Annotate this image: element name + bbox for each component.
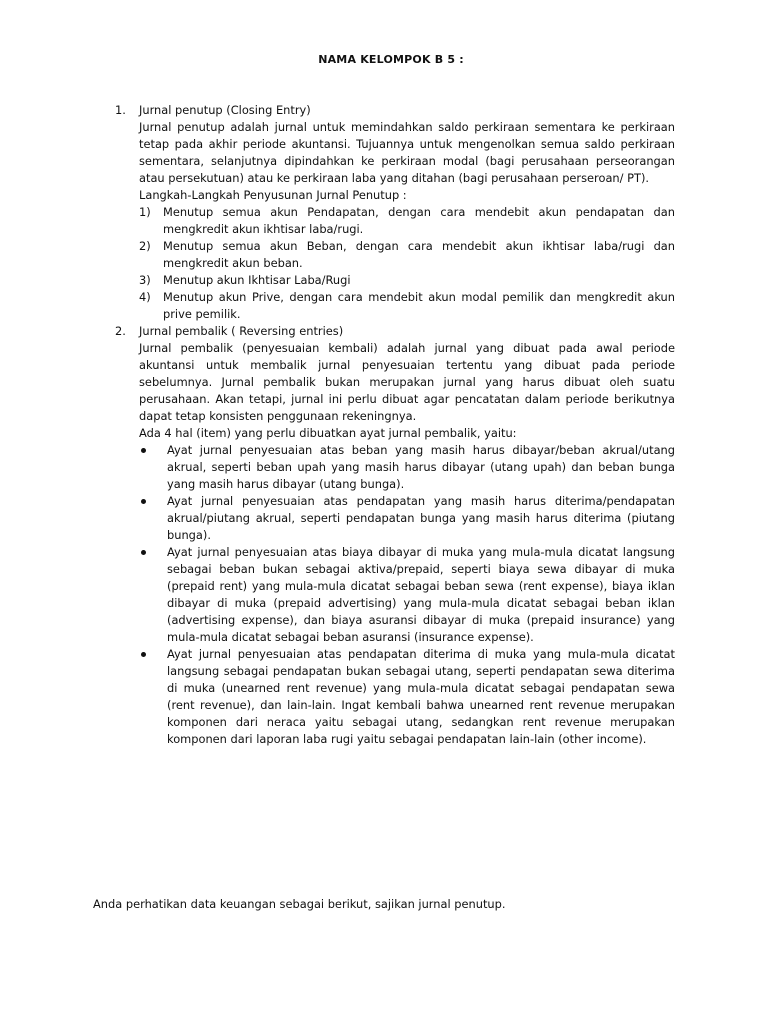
- bullets-intro: Ada 4 hal (item) yang perlu dibuatkan ayat jurnal pembalik, yaitu:: [139, 426, 517, 440]
- step-text: Menutup semua akun Beban, dengan cara mendebit akun ikhtisar laba/rugi dan mengkredit akun beban.: [163, 239, 675, 270]
- step-text: Menutup akun Prive, dengan cara mendebit akun modal pemilik dan mengkredit akun prive pemilik.: [163, 290, 675, 321]
- bullet-icon: [141, 550, 146, 555]
- footer-instruction: Anda perhatikan data keuangan sebagai berikut, sajikan jurnal penutup.: [93, 897, 506, 911]
- document-body: [115, 102, 675, 748]
- step-text: Menutup akun Ikhtisar Laba/Rugi: [163, 273, 351, 287]
- step-number: 2): [139, 239, 151, 253]
- bullet-icon: [141, 448, 146, 453]
- bullet-item: [139, 442, 675, 493]
- bullet-icon: [141, 652, 146, 657]
- section-closing-entry: [115, 102, 675, 323]
- section-paragraph: Jurnal penutup adalah jurnal untuk memindahkan saldo perkiraan sementara ke perkiraan tetap pada akhir periode akuntansi. Tujuannya untuk mengenolkan semua saldo perkiraan sementara, selanjutnya dipindahkan ke perkiraan modal (bagi perusahaan perseorangan atau persekutuan) atau ke perkiraan laba yang ditahan (bagi perusahaan perseroan/ PT).: [139, 120, 675, 185]
- section-number: 1.: [115, 103, 126, 117]
- bullet-item: [139, 544, 675, 646]
- bullet-text: Ayat jurnal penyesuaian atas beban yang masih harus dibayar/beban akrual/utang akrual, seperti beban upah yang masih harus dibayar (utang upah) dan beban bunga yang masih harus dibayar (utang bunga).: [167, 443, 675, 491]
- step-item: [139, 272, 675, 289]
- section-paragraph: Jurnal pembalik (penyesuaian kembali) adalah jurnal yang dibuat pada awal periode akuntansi untuk membalik jurnal penyesuaian tertentu yang dibuat pada periode sebelumnya. Jurnal pembalik bukan merupakan jurnal yang harus dibuat oleh suatu perusahaan. Akan tetapi, jurnal ini perlu dibuat agar pencatatan dalam periode berikutnya dapat tetap konsisten penggunaan rekeningnya.: [139, 341, 675, 423]
- step-item: [139, 289, 675, 323]
- bullet-text: Ayat jurnal penyesuaian atas biaya dibayar di muka yang mula-mula dicatat langsung sebagai beban bukan sebagai aktiva/prepaid, seperti biaya sewa dibayar di muka (prepaid rent) yang mula-mula dicatat sebagai beban sewa (rent expense), biaya iklan dibayar di muka (prepaid advertising) yang mula-mula dicatat sebagai beban iklan (advertising expense), dan biaya asuransi dibayar di muka (prepaid insurance) yang mula-mula dicatat sebagai beban asuransi (insurance expense).: [167, 545, 675, 644]
- bullet-icon: [141, 499, 146, 504]
- step-number: 4): [139, 290, 151, 304]
- steps-intro: Langkah-Langkah Penyusunan Jurnal Penutup :: [139, 188, 407, 202]
- bullet-item: [139, 493, 675, 544]
- section-heading: Jurnal pembalik ( Reversing entries): [139, 324, 344, 338]
- section-number: 2.: [115, 324, 126, 338]
- page-title: NAMA KELOMPOK B 5 :: [318, 53, 464, 66]
- bullet-text: Ayat jurnal penyesuaian atas pendapatan diterima di muka yang mula-mula dicatat langsung sebagai pendapatan bukan sebagai utang, seperti pendapatan sewa diterima di muka (unearned rent revenue) yang mula-mula dicatat sebagai pendapatan sewa (rent revenue), dan lain-lain. Ingat kembali bahwa unearned rent revenue merupakan komponen dari neraca yaitu sebagai utang, sedangkan rent revenue merupakan komponen dari laporan laba rugi yaitu sebagai pendapatan lain-lain (other income).: [167, 647, 675, 746]
- bullet-item: [139, 646, 675, 748]
- section-reversing-entries: [115, 323, 675, 748]
- step-item: [139, 238, 675, 272]
- bullet-text: Ayat jurnal penyesuaian atas pendapatan yang masih harus diterima/pendapatan akrual/piutang akrual, seperti pendapatan bunga yang masih harus diterima (piutang bunga).: [167, 494, 675, 542]
- step-number: 1): [139, 205, 151, 219]
- step-text: Menutup semua akun Pendapatan, dengan cara mendebit akun pendapatan dan mengkredit akun ikhtisar laba/rugi.: [163, 205, 675, 236]
- section-heading: Jurnal penutup (Closing Entry): [139, 103, 311, 117]
- step-item: [139, 204, 675, 238]
- step-number: 3): [139, 273, 151, 287]
